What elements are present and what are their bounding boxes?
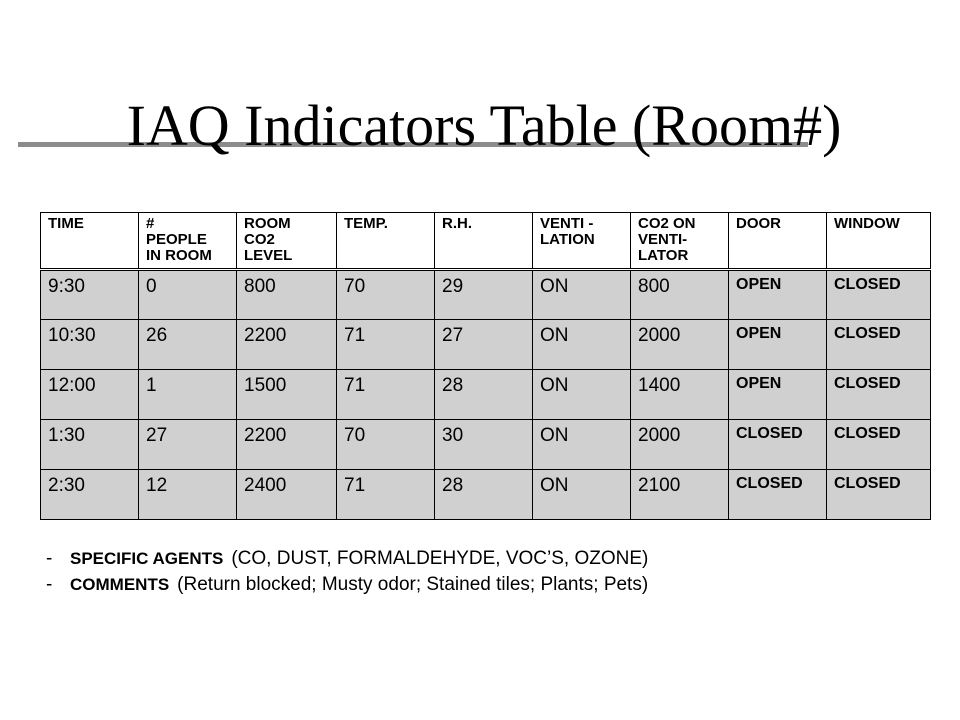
- cell-time: 9:30: [41, 270, 139, 320]
- header-line: CO2 ON: [638, 215, 696, 232]
- table-row: [41, 370, 931, 420]
- cell-door: CLOSED: [729, 470, 827, 520]
- cell-people: 0: [139, 270, 237, 320]
- header-people-in-room: [139, 213, 237, 270]
- cell-room-co2: 2200: [237, 420, 337, 470]
- cell-rh: 29: [435, 270, 533, 320]
- cell-window: CLOSED: [827, 370, 931, 420]
- header-line: LATION: [540, 231, 595, 248]
- table-row: [41, 420, 931, 470]
- header-line: DOOR: [736, 215, 781, 232]
- iaq-indicators-table: [40, 212, 931, 520]
- bullet-dash: -: [46, 548, 53, 569]
- header-line: TIME: [48, 215, 84, 232]
- header-line: PEOPLE: [146, 231, 207, 248]
- note-detail: (CO, DUST, FORMALDEHYDE, VOC’S, OZONE): [231, 548, 649, 569]
- cell-time: 10:30: [41, 320, 139, 370]
- cell-window: CLOSED: [827, 270, 931, 320]
- cell-people: 12: [139, 470, 237, 520]
- cell-temp: 71: [337, 320, 435, 370]
- table-row: [41, 320, 931, 370]
- note-comments: [46, 572, 648, 598]
- header-ventilation: [533, 213, 631, 270]
- header-rh: [435, 213, 533, 270]
- note-specific-agents: [46, 546, 648, 572]
- header-line: R.H.: [442, 215, 472, 232]
- cell-co2-ventilator: 2000: [631, 320, 729, 370]
- cell-window: CLOSED: [827, 420, 931, 470]
- cell-room-co2: 1500: [237, 370, 337, 420]
- header-line: IN ROOM: [146, 247, 212, 264]
- header-line: VENTI-: [638, 231, 688, 248]
- cell-people: 26: [139, 320, 237, 370]
- cell-room-co2: 2200: [237, 320, 337, 370]
- bullet-dash: -: [46, 574, 53, 595]
- header-line: #: [146, 215, 155, 232]
- cell-window: CLOSED: [827, 320, 931, 370]
- cell-room-co2: 2400: [237, 470, 337, 520]
- header-line: WINDOW: [834, 215, 900, 232]
- header-time: [41, 213, 139, 270]
- header-line: ROOM: [244, 215, 291, 232]
- header-line: LATOR: [638, 247, 689, 264]
- cell-door: CLOSED: [729, 420, 827, 470]
- cell-time: 12:00: [41, 370, 139, 420]
- cell-ventilation: ON: [533, 370, 631, 420]
- header-line: VENTI -: [540, 215, 594, 232]
- cell-rh: 28: [435, 470, 533, 520]
- cell-co2-ventilator: 1400: [631, 370, 729, 420]
- header-line: LEVEL: [244, 247, 293, 264]
- cell-rh: 27: [435, 320, 533, 370]
- note-label: SPECIFIC AGENTS: [70, 549, 224, 568]
- cell-co2-ventilator: 800: [631, 270, 729, 320]
- notes-list: [46, 546, 648, 598]
- cell-room-co2: 800: [237, 270, 337, 320]
- cell-door: OPEN: [729, 270, 827, 320]
- cell-rh: 28: [435, 370, 533, 420]
- cell-door: OPEN: [729, 370, 827, 420]
- cell-ventilation: ON: [533, 470, 631, 520]
- header-window: [827, 213, 931, 270]
- table-body: [41, 270, 931, 520]
- cell-time: 2:30: [41, 470, 139, 520]
- cell-door: OPEN: [729, 320, 827, 370]
- cell-temp: 70: [337, 420, 435, 470]
- header-temp: [337, 213, 435, 270]
- header-co2-on-ventilator: [631, 213, 729, 270]
- cell-people: 27: [139, 420, 237, 470]
- table-header: [41, 213, 931, 270]
- table-row: [41, 470, 931, 520]
- cell-rh: 30: [435, 420, 533, 470]
- cell-co2-ventilator: 2100: [631, 470, 729, 520]
- table-row: [41, 270, 931, 320]
- cell-co2-ventilator: 2000: [631, 420, 729, 470]
- header-line: CO2: [244, 231, 275, 248]
- cell-temp: 71: [337, 370, 435, 420]
- cell-time: 1:30: [41, 420, 139, 470]
- header-door: [729, 213, 827, 270]
- cell-window: CLOSED: [827, 470, 931, 520]
- header-room-co2-level: [237, 213, 337, 270]
- header-line: TEMP.: [344, 215, 388, 232]
- cell-ventilation: ON: [533, 420, 631, 470]
- cell-temp: 71: [337, 470, 435, 520]
- header-row: [41, 213, 931, 270]
- note-label: COMMENTS: [70, 575, 170, 594]
- cell-ventilation: ON: [533, 320, 631, 370]
- cell-people: 1: [139, 370, 237, 420]
- slide-title: IAQ Indicators Table (Room#): [126, 93, 842, 158]
- cell-ventilation: ON: [533, 270, 631, 320]
- note-detail: (Return blocked; Musty odor; Stained tiles; Plants; Pets): [177, 574, 649, 595]
- cell-temp: 70: [337, 270, 435, 320]
